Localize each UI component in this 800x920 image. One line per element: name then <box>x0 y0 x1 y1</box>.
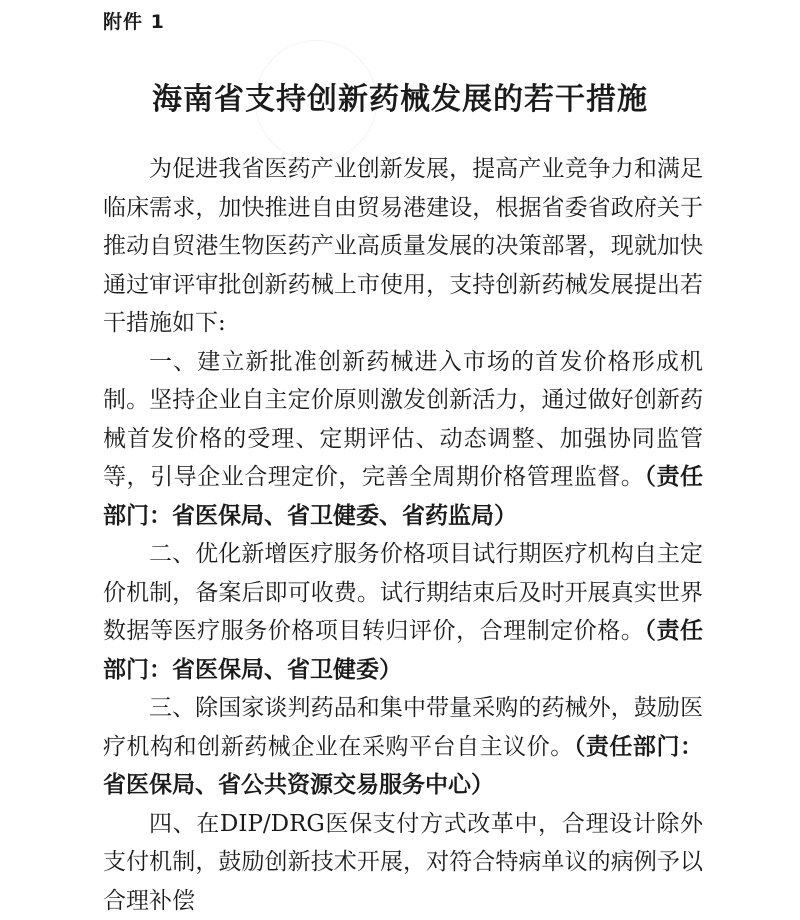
document-body <box>103 150 703 920</box>
paragraph-text: 四、在DIP/DRG医保支付方式改革中，合理设计除外支付机制，鼓励创新技术开展，对符合特病单议的病例予以合理补偿 <box>103 811 703 914</box>
paragraph-text: 二、优化新增医疗服务价格项目试行期医疗机构自主定价机制，备案后即可收费。试行期结束后及时开展真实世界数据等医疗服务价格项目转归评价，合理制定价格。 <box>103 541 703 644</box>
document-title: 海南省支持创新药械发展的若干措施 <box>0 74 800 118</box>
responsibility-note: （责任部门：省医保局、省公共资源交易服务中心） <box>103 734 703 799</box>
responsibility-note: （责任部门：省医保局、省卫健委） <box>103 618 703 683</box>
paragraph-measure-3 <box>103 689 703 805</box>
attachment-label: 附件 1 <box>103 7 165 34</box>
paragraph-text: 三、除国家谈判药品和集中带量采购的药械外，鼓励医疗机构和创新药械企业在采购平台自主议价。 <box>103 695 703 760</box>
paragraph-measure-1 <box>103 343 703 536</box>
paragraph-text: 一、建立新批准创新药械进入市场的首发价格形成机制。坚持企业自主定价原则激发创新活力，通过做好创新药械首发价格的受理、定期评估、动态调整、加强协同监管等，引导企业合理定价，完善全周期价格管理监督。 <box>103 349 703 491</box>
paragraph-measure-2 <box>103 535 703 689</box>
paragraph-measure-4 <box>103 805 703 920</box>
responsibility-note: （责任部门：省医保局、省卫健委、省药监局） <box>103 464 703 529</box>
paragraph-text: 为促进我省医药产业创新发展，提高产业竞争力和满足临床需求，加快推进自由贸易港建设，根据省委省政府关于推动自贸港生物医药产业高质量发展的决策部署，现就加快通过审评审批创新药械上市使用，支持创新药械发展提出若干措施如下: <box>103 156 703 336</box>
paragraph-intro <box>103 150 703 343</box>
